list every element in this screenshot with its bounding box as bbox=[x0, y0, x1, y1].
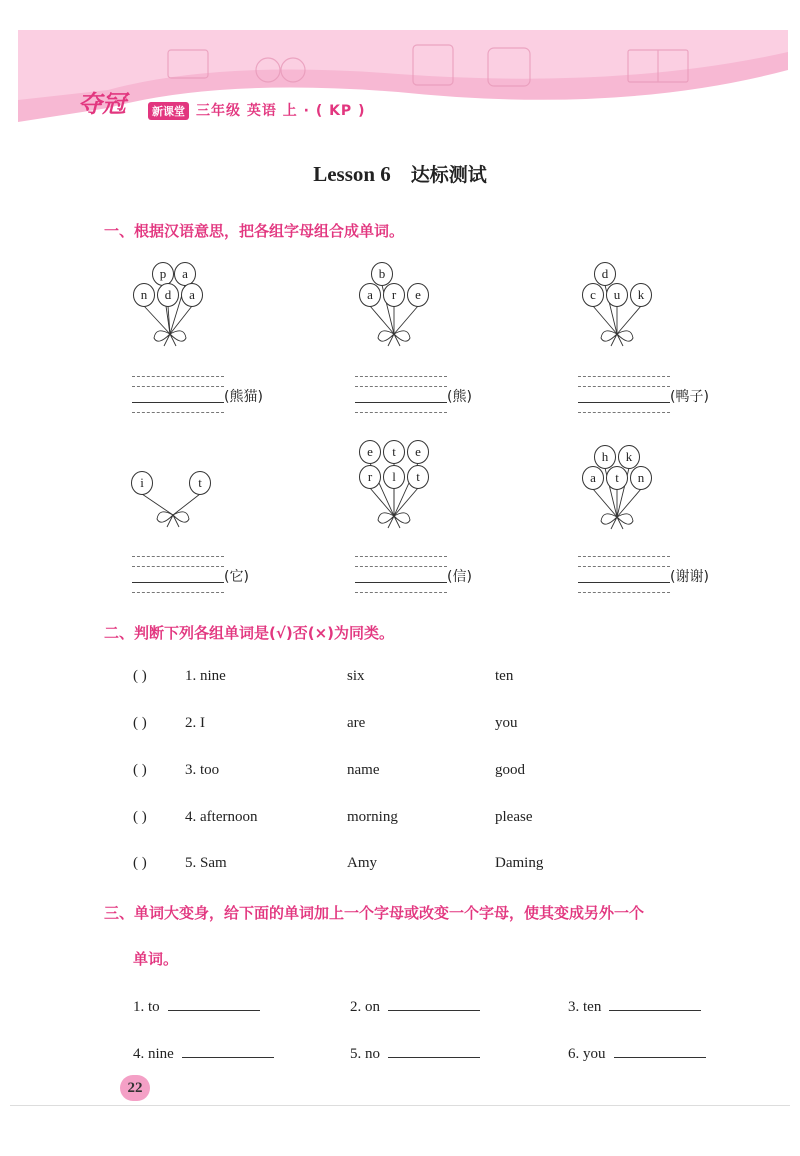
judge-word-3: you bbox=[495, 715, 518, 731]
hint-4: (它) bbox=[224, 569, 249, 585]
balloon-group-3 bbox=[575, 262, 665, 356]
balloon-letter: p bbox=[159, 266, 167, 281]
section3-heading-cont: 单词。 bbox=[133, 950, 179, 968]
balloon-letter: a bbox=[367, 287, 373, 302]
judge-paren[interactable]: ( ) bbox=[133, 809, 147, 825]
judge-word-2: are bbox=[347, 715, 366, 731]
transform-item-6: 6. you bbox=[568, 1043, 706, 1063]
balloon-group-2 bbox=[352, 262, 442, 356]
answer-line[interactable] bbox=[355, 402, 447, 403]
balloon-string bbox=[617, 306, 641, 334]
guide-line bbox=[578, 556, 670, 557]
page-number: 22 bbox=[120, 1075, 150, 1101]
judge-word-1: 2. I bbox=[185, 715, 205, 731]
lesson-label: Lesson 6 bbox=[313, 162, 391, 186]
judge-word-2: Amy bbox=[347, 855, 377, 871]
guide-line bbox=[132, 412, 224, 413]
judge-word-1: 3. too bbox=[185, 762, 220, 778]
balloon-group-1 bbox=[128, 262, 218, 356]
balloon-string bbox=[370, 488, 394, 516]
judge-word-3: please bbox=[495, 809, 533, 825]
answer-line[interactable] bbox=[355, 582, 447, 583]
answer-blank[interactable] bbox=[168, 996, 260, 1011]
guide-line bbox=[578, 376, 670, 377]
section1-heading: 一、根据汉语意思，把各组字母组合成单词。 bbox=[104, 222, 405, 240]
judge-word-3: good bbox=[495, 762, 525, 778]
judge-paren[interactable]: ( ) bbox=[133, 855, 147, 871]
guide-line bbox=[355, 566, 447, 567]
header-banner bbox=[18, 30, 788, 122]
balloon-letter: n bbox=[140, 287, 148, 302]
judge-word-1: 5. Sam bbox=[185, 855, 227, 871]
balloon-string bbox=[142, 494, 173, 515]
balloon-string bbox=[394, 306, 418, 334]
guide-line bbox=[578, 386, 670, 387]
guide-line bbox=[355, 376, 447, 377]
answer-blank[interactable] bbox=[614, 1043, 706, 1058]
hint-2: (熊) bbox=[447, 389, 472, 405]
balloon-group-4 bbox=[128, 465, 218, 539]
guide-line bbox=[132, 556, 224, 557]
transform-item-2: 2. on bbox=[350, 996, 480, 1016]
answer-line[interactable] bbox=[132, 402, 224, 403]
balloon-letter: t bbox=[392, 444, 396, 459]
guide-line bbox=[132, 566, 224, 567]
balloon-letter: a bbox=[182, 266, 188, 281]
section2-heading: 二、判断下列各组单词是(√)否(×)为同类。 bbox=[104, 624, 394, 642]
balloon-letter: d bbox=[164, 287, 172, 302]
judge-word-1: 1. nine bbox=[185, 668, 226, 684]
guide-line bbox=[355, 386, 447, 387]
balloon-letter: e bbox=[367, 444, 373, 459]
balloon-string bbox=[173, 494, 200, 515]
hint-6: (谢谢) bbox=[670, 569, 709, 585]
guide-line bbox=[355, 592, 447, 593]
balloon-letter: l bbox=[392, 469, 396, 484]
balloon-letter: k bbox=[625, 449, 633, 464]
answer-blank[interactable] bbox=[609, 996, 701, 1011]
section3-heading: 三、单词大变身，给下面的单词加上一个字母或改变一个字母，使其变成另外一个 bbox=[104, 904, 645, 922]
judge-word-1: 4. afternoon bbox=[185, 809, 258, 825]
balloon-letter: b bbox=[378, 266, 386, 281]
hint-3: (鸭子) bbox=[670, 389, 709, 405]
lesson-subtitle: 达标测试 bbox=[410, 164, 487, 186]
balloon-letter: c bbox=[590, 287, 596, 302]
balloon-string bbox=[394, 488, 418, 516]
judge-paren[interactable]: ( ) bbox=[133, 668, 147, 684]
guide-line bbox=[132, 592, 224, 593]
answer-line[interactable] bbox=[578, 582, 670, 583]
hint-5: (信) bbox=[447, 569, 472, 585]
judge-word-2: six bbox=[347, 668, 365, 684]
balloon-bow bbox=[157, 512, 189, 527]
guide-line bbox=[578, 412, 670, 413]
balloon-letter: r bbox=[367, 469, 373, 484]
transform-item-3: 3. ten bbox=[568, 996, 701, 1016]
grade-label: 三年级 英语 上 · ( KP ) bbox=[196, 103, 366, 119]
balloon-letter: t bbox=[416, 469, 420, 484]
page-title bbox=[0, 160, 800, 187]
balloon-string bbox=[144, 306, 170, 334]
balloon-letter: t bbox=[198, 475, 202, 490]
balloon-letter: r bbox=[391, 287, 397, 302]
balloon-letter: a bbox=[189, 287, 195, 302]
balloon-letter: u bbox=[613, 287, 621, 302]
balloon-group-6 bbox=[575, 445, 665, 539]
balloon-letter: a bbox=[590, 470, 596, 485]
guide-line bbox=[578, 566, 670, 567]
judge-word-2: name bbox=[347, 762, 380, 778]
balloon-letter: e bbox=[415, 444, 421, 459]
footer-divider bbox=[10, 1105, 790, 1106]
hint-1: (熊猫) bbox=[224, 389, 263, 405]
judge-word-3: Daming bbox=[495, 855, 544, 871]
answer-blank[interactable] bbox=[388, 1043, 480, 1058]
guide-line bbox=[355, 412, 447, 413]
balloon-letter: t bbox=[615, 470, 619, 485]
guide-line bbox=[355, 556, 447, 557]
balloon-string bbox=[170, 306, 192, 334]
answer-line[interactable] bbox=[132, 582, 224, 583]
transform-item-4: 4. nine bbox=[133, 1043, 274, 1063]
balloon-letter: n bbox=[637, 470, 645, 485]
guide-line bbox=[132, 386, 224, 387]
balloon-letter: d bbox=[601, 266, 609, 281]
judge-paren[interactable]: ( ) bbox=[133, 762, 147, 778]
brand-logo: 夺冠 bbox=[78, 90, 126, 118]
judge-word-3: ten bbox=[495, 668, 514, 684]
answer-blank[interactable] bbox=[182, 1043, 274, 1058]
guide-line bbox=[578, 592, 670, 593]
answer-line[interactable] bbox=[578, 402, 670, 403]
judge-paren[interactable]: ( ) bbox=[133, 715, 147, 731]
balloon-group-5 bbox=[352, 440, 442, 534]
brand-subtitle: 新课堂 bbox=[148, 102, 189, 120]
transform-item-1: 1. to bbox=[133, 996, 260, 1016]
balloon-letter: k bbox=[637, 287, 645, 302]
guide-line bbox=[132, 376, 224, 377]
balloon-letter: e bbox=[415, 287, 421, 302]
balloon-letter: i bbox=[140, 475, 144, 490]
answer-blank[interactable] bbox=[388, 996, 480, 1011]
transform-item-5: 5. no bbox=[350, 1043, 480, 1063]
judge-word-2: morning bbox=[347, 809, 398, 825]
balloon-letter: h bbox=[601, 449, 609, 464]
